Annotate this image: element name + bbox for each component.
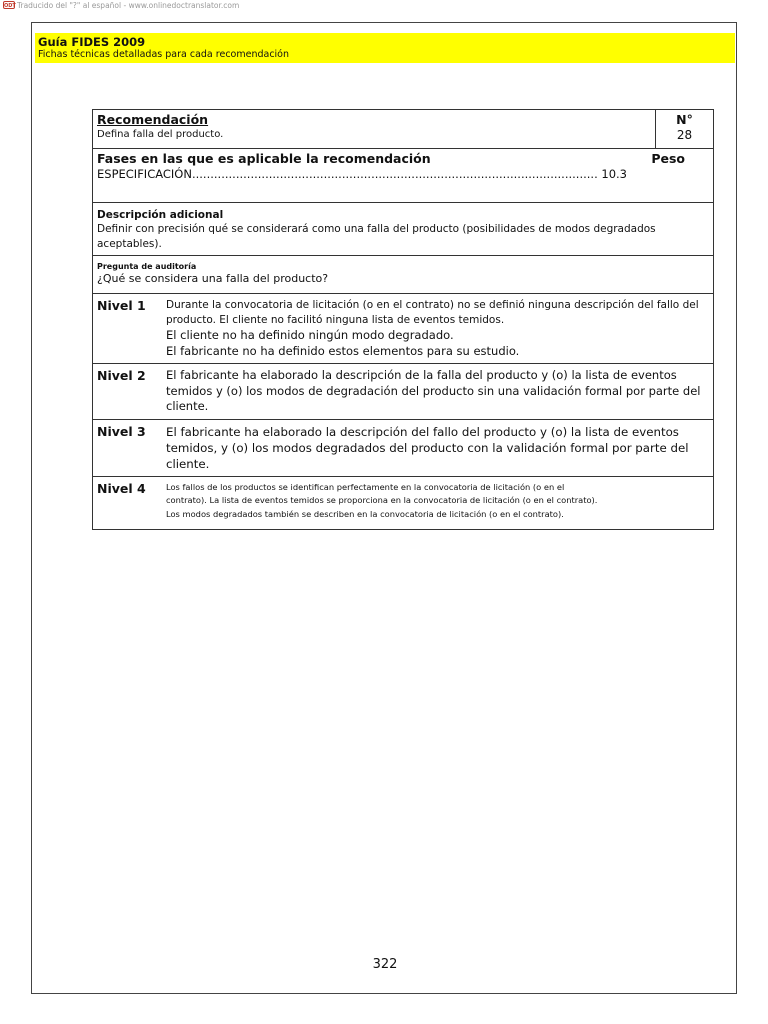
recommendation-sheet xyxy=(92,109,714,530)
phases-header xyxy=(97,151,709,167)
phases-cell xyxy=(93,149,714,203)
recommendation-cell xyxy=(93,110,656,149)
guide-subtitle: Fichas técnicas detalladas para cada recomendación xyxy=(38,49,290,60)
level-1-text-2: El cliente no ha definido ningún modo degradado. xyxy=(166,328,454,342)
audit-row xyxy=(93,256,714,294)
level-3-row xyxy=(93,419,714,476)
phases-row xyxy=(93,149,714,203)
level-1-label: Nivel 1 xyxy=(97,298,146,313)
number-label: N° xyxy=(676,112,693,127)
level-3-cell xyxy=(93,419,714,476)
recommendation-text: Defina falla del producto. xyxy=(97,129,224,140)
translator-logo-icon: ODT xyxy=(4,3,16,9)
description-title: Descripción adicional xyxy=(97,209,224,221)
document-page xyxy=(31,22,737,994)
level-1-row xyxy=(93,294,714,364)
level-4-body xyxy=(166,481,709,522)
level-2-label: Nivel 2 xyxy=(97,368,146,383)
weight-label: Peso xyxy=(651,151,685,166)
level-1-cell xyxy=(93,294,714,364)
level-4-text-1: Los fallos de los productos se identifican perfectamente en la convocatoria de licitación (o en el xyxy=(166,481,565,492)
level-4-cell xyxy=(93,476,714,529)
number-value: 28 xyxy=(676,128,693,142)
audit-cell xyxy=(93,256,714,294)
phases-title: Fases en las que es aplicable la recomendación xyxy=(97,151,431,166)
translator-banner-text[interactable]: Traducido del "?" al español - www.onlinedoctranslator.com xyxy=(17,0,240,10)
level-4-row xyxy=(93,476,714,529)
level-3-body xyxy=(166,424,709,472)
description-cell xyxy=(93,203,714,256)
guide-title: Guía FIDES 2009 xyxy=(38,35,146,49)
page-number: 322 xyxy=(372,957,398,972)
level-3-label: Nivel 3 xyxy=(97,423,146,439)
level-1-text-1: Durante la convocatoria de licitación (o en el contrato) no se definió ninguna descripción del fallo del producto. El cliente no facilitó ninguna lista de eventos temidos. xyxy=(166,299,699,326)
level-1-text-3: El fabricante no ha definido estos elementos para su estudio. xyxy=(166,343,520,358)
recommendation-row xyxy=(93,110,714,149)
recommendation-number-cell xyxy=(656,110,714,149)
level-2-text: El fabricante ha elaborado la descripción de la falla del producto y (o) la lista de eventos temidos y (o) los modos de degradación del producto sin una validación formal por parte del cliente. xyxy=(166,368,701,413)
level-3-text: El fabricante ha elaborado la descripción del fallo del producto y (o) la lista de eventos temidos, y (o) los modos degradados del producto con la validación formal por parte del cliente. xyxy=(166,424,689,471)
audit-question: ¿Qué se considera una falla del producto? xyxy=(97,272,329,285)
level-4-text-3: Los modos degradados también se describen en la convocatoria de licitación (o en el contrato). xyxy=(166,508,564,519)
level-2-row xyxy=(93,364,714,420)
level-2-body xyxy=(166,368,709,415)
level-1-body xyxy=(166,298,709,359)
level-2-cell xyxy=(93,364,714,420)
translator-banner[interactable] xyxy=(3,0,239,10)
description-row xyxy=(93,203,714,256)
audit-title: Pregunta de auditoría xyxy=(97,262,197,271)
description-text: Definir con precisión qué se considerará como una falla del producto (posibilidades de modos degradados aceptables). xyxy=(97,223,656,250)
phase-specification-line: ESPECIFICACIÓN............................................................................................................... 10.3 xyxy=(97,167,627,181)
level-4-label: Nivel 4 xyxy=(97,480,146,496)
recommendation-title: Recomendación xyxy=(97,112,209,127)
level-4-text-2: contrato). La lista de eventos temidos se proporciona en la convocatoria de licitación (o en el contrato). xyxy=(166,495,598,505)
header-band xyxy=(35,33,735,63)
